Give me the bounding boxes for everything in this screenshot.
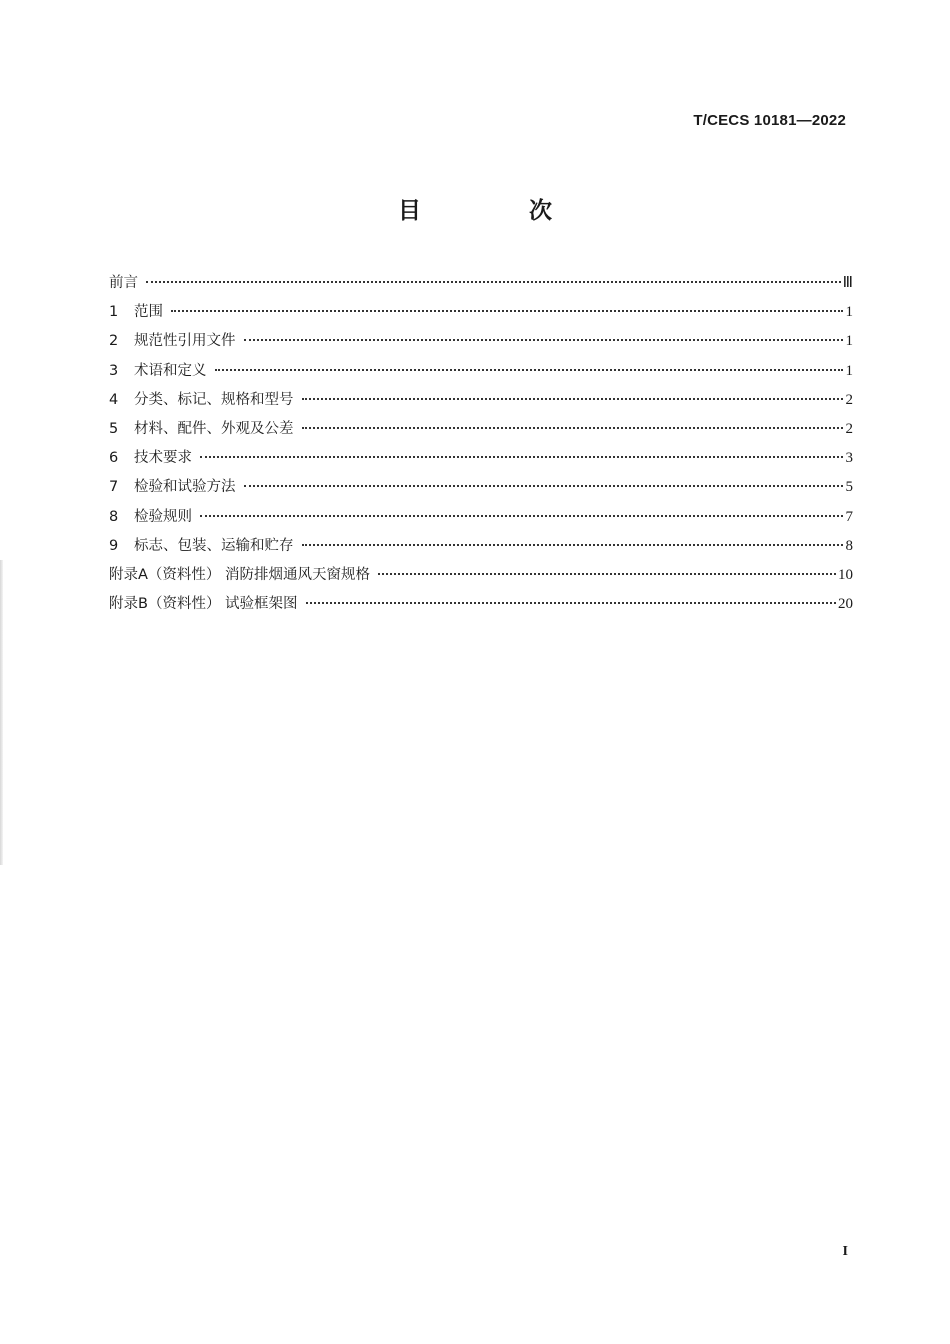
toc-entry[interactable] (109, 417, 853, 446)
toc-entry-label: 技术要求 (134, 450, 192, 467)
toc-dot-leader (215, 369, 844, 371)
toc-entry-label: 检验规则 (134, 508, 192, 525)
toc-entry-number: 3 (109, 362, 119, 379)
toc-entry-number: 2 (109, 333, 119, 350)
toc-entry[interactable] (109, 592, 853, 621)
toc-entry[interactable] (109, 271, 853, 300)
toc-entry-page: 20 (838, 596, 853, 613)
toc-entry[interactable] (109, 388, 853, 417)
toc-entry[interactable] (109, 359, 853, 388)
document-code: T/CECS 10181—2022 (693, 112, 846, 129)
table-of-contents (109, 271, 853, 621)
toc-entry-number: 7 (109, 479, 119, 496)
toc-dot-leader (244, 485, 844, 487)
toc-entry-page: 10 (838, 566, 853, 583)
toc-dot-leader (306, 602, 836, 604)
toc-entry-number: 4 (109, 391, 119, 408)
toc-entry-page: 3 (845, 450, 853, 467)
toc-dot-leader (244, 339, 844, 341)
toc-entry-page: 7 (845, 508, 853, 525)
toc-entry[interactable] (109, 329, 853, 358)
toc-entry-label: 附录A（资料性） 消防排烟通风天窗规格 (109, 566, 371, 583)
toc-dot-leader (302, 398, 844, 400)
toc-dot-leader (200, 515, 843, 517)
toc-entry-page: 2 (845, 420, 853, 437)
toc-entry-label: 材料、配件、外观及公差 (134, 420, 294, 437)
toc-entry-number: 1 (109, 304, 119, 321)
toc-entry[interactable] (109, 505, 853, 534)
toc-entry-label: 标志、包装、运输和贮存 (134, 537, 294, 554)
toc-entry-label: 范围 (134, 304, 163, 321)
scan-edge-shadow (0, 560, 3, 865)
toc-entry-page: 8 (845, 537, 853, 554)
toc-dot-leader (302, 427, 844, 429)
toc-entry-page: 2 (845, 391, 853, 408)
toc-dot-leader (200, 456, 843, 458)
toc-dot-leader (302, 544, 844, 546)
toc-entry-label: 分类、标记、规格和型号 (134, 391, 294, 408)
toc-entry-number: 5 (109, 420, 119, 437)
toc-entry-page: 5 (845, 479, 853, 496)
toc-entry-label: 规范性引用文件 (134, 333, 236, 350)
toc-dot-leader (146, 281, 841, 283)
toc-entry-number: 6 (109, 450, 119, 467)
toc-entry-page: 1 (845, 333, 853, 350)
toc-entry[interactable] (109, 475, 853, 504)
toc-dot-leader (378, 573, 836, 575)
toc-entry[interactable] (109, 563, 853, 592)
toc-entry-label: 检验和试验方法 (134, 479, 236, 496)
toc-entry-number: 9 (109, 537, 119, 554)
toc-entry-page: Ⅲ (842, 275, 853, 291)
toc-entry[interactable] (109, 300, 853, 329)
toc-entry-page: 1 (845, 362, 853, 379)
toc-entry[interactable] (109, 446, 853, 475)
toc-entry-page: 1 (845, 304, 853, 321)
toc-entry-label: 前言 (109, 275, 138, 291)
page-number: I (842, 1244, 848, 1259)
page-title: 目 次 (397, 198, 602, 224)
toc-entry-label: 附录B（资料性） 试验框架图 (109, 596, 298, 613)
toc-entry-number: 8 (109, 508, 119, 525)
toc-entry-label: 术语和定义 (134, 362, 207, 379)
toc-dot-leader (171, 310, 843, 312)
toc-entry[interactable] (109, 534, 853, 563)
